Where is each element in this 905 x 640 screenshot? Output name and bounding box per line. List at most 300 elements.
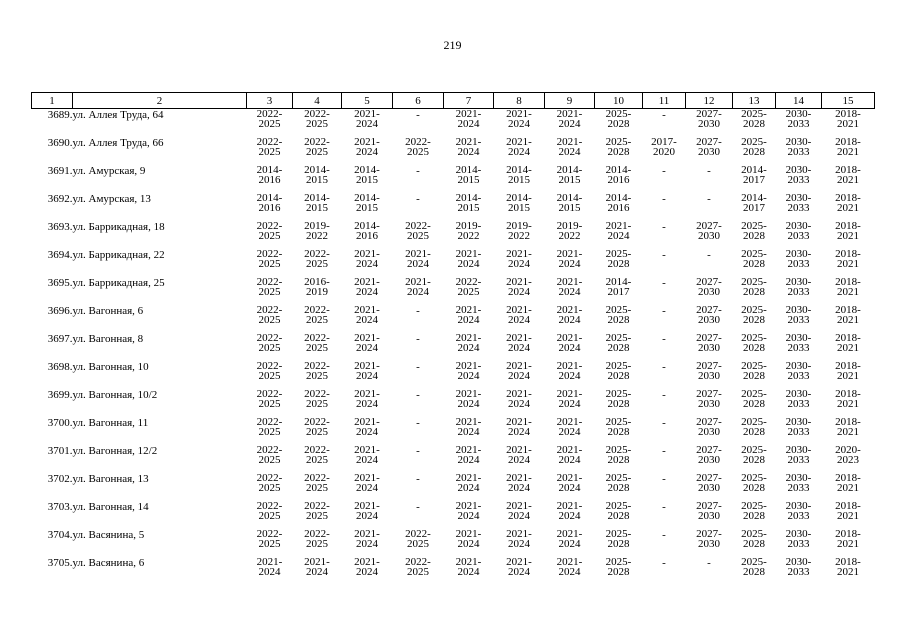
table-row <box>32 333 875 361</box>
period-end: 2028 <box>742 314 765 326</box>
period-cell <box>686 193 733 221</box>
period-end: 2033 <box>787 118 810 130</box>
period-end: 2024 <box>355 146 378 158</box>
period-end: 2015 <box>355 202 378 214</box>
period-cell <box>595 137 643 165</box>
period-cell <box>247 249 293 277</box>
period-cell <box>686 109 733 138</box>
period-end: 2033 <box>787 230 810 242</box>
period-cell <box>494 165 545 193</box>
period-cell <box>247 193 293 221</box>
period-end: 2024 <box>558 146 581 158</box>
period-end: 2028 <box>607 538 630 550</box>
period-cell <box>494 529 545 557</box>
period-value <box>456 277 482 297</box>
period-end: 2028 <box>742 454 765 466</box>
period-cell <box>247 221 293 249</box>
period-value <box>456 557 482 577</box>
period-cell <box>822 501 875 529</box>
period-value: - <box>662 361 666 373</box>
period-cell <box>494 361 545 389</box>
period-start: 2025- <box>741 360 767 372</box>
period-cell <box>393 305 444 333</box>
period-cell <box>545 473 595 501</box>
period-value <box>456 529 482 549</box>
period-end: 2024 <box>355 566 378 578</box>
period-end: 2022 <box>305 230 328 242</box>
period-cell <box>595 501 643 529</box>
period-value <box>257 137 283 157</box>
period-value <box>257 557 283 577</box>
period-cell <box>776 473 822 501</box>
period-end: 2022 <box>558 230 581 242</box>
period-value <box>606 165 632 185</box>
period-value <box>786 473 812 493</box>
period-cell <box>545 249 595 277</box>
address-cell: ул. Баррикадная, 25 <box>72 277 165 289</box>
period-start: 2021- <box>556 444 583 456</box>
period-cell <box>643 137 686 165</box>
period-end: 2015 <box>558 202 581 214</box>
period-start: 2030- <box>785 444 812 456</box>
period-value: - <box>662 473 666 485</box>
period-start: 2022- <box>256 416 283 428</box>
period-start: 2021- <box>455 360 482 372</box>
period-end: 2024 <box>457 146 480 158</box>
period-end: 2033 <box>787 146 810 158</box>
period-end: 2024 <box>507 258 530 270</box>
table-row <box>32 221 875 249</box>
period-start: 2021- <box>455 444 482 456</box>
period-value <box>606 501 632 521</box>
period-start: 2025- <box>605 136 632 148</box>
table-row <box>32 445 875 473</box>
period-cell <box>444 501 494 529</box>
period-end: 2015 <box>507 202 530 214</box>
period-start: 2021- <box>354 416 380 428</box>
period-value <box>304 557 330 577</box>
period-value <box>786 557 812 577</box>
period-value <box>257 305 283 325</box>
period-end: 2028 <box>742 566 765 578</box>
period-cell <box>686 221 733 249</box>
period-value <box>456 109 482 129</box>
period-value <box>557 529 583 549</box>
period-cell <box>686 277 733 305</box>
period-start: 2025- <box>605 360 632 372</box>
period-end: 2021 <box>836 426 859 438</box>
period-cell <box>444 165 494 193</box>
period-end: 2028 <box>742 286 765 298</box>
period-value <box>506 165 532 185</box>
period-end: 2024 <box>507 286 530 298</box>
period-cell <box>686 333 733 361</box>
period-start: 2021- <box>556 332 583 344</box>
period-cell <box>393 361 444 389</box>
period-value <box>557 109 583 129</box>
period-end: 2024 <box>457 398 480 410</box>
period-cell <box>393 221 444 249</box>
period-value <box>354 277 380 297</box>
period-value: - <box>416 361 420 373</box>
address-cell: ул. Аллея Труда, 66 <box>72 137 164 149</box>
period-value <box>354 249 380 269</box>
period-cell <box>293 109 342 138</box>
period-value <box>557 193 583 213</box>
period-end: 2024 <box>558 510 581 522</box>
period-value <box>506 193 532 213</box>
period-value <box>354 473 380 493</box>
period-end: 2017 <box>742 202 765 214</box>
period-value <box>741 389 767 409</box>
period-value <box>354 389 380 409</box>
period-value: - <box>416 417 420 429</box>
period-value <box>304 137 330 157</box>
period-value <box>257 501 283 521</box>
period-end: 2025 <box>258 398 281 410</box>
row-number: 3701. <box>47 445 73 457</box>
period-end: 2017 <box>607 286 630 298</box>
period-start: 2018- <box>835 528 861 540</box>
period-value <box>606 137 632 157</box>
period-cell <box>393 333 444 361</box>
period-start: 2025- <box>605 332 632 344</box>
period-value <box>786 361 812 381</box>
period-end: 2033 <box>787 286 810 298</box>
period-value <box>506 333 532 353</box>
period-value <box>257 249 283 269</box>
period-start: 2022- <box>304 332 330 344</box>
period-end: 2030 <box>697 426 720 438</box>
period-start: 2021- <box>455 136 482 148</box>
period-start: 2025- <box>741 500 767 512</box>
address-cell: ул. Баррикадная, 22 <box>72 249 165 261</box>
period-start: 2025- <box>605 388 632 400</box>
period-cell <box>293 305 342 333</box>
period-value <box>257 473 283 493</box>
period-value <box>506 109 532 129</box>
period-start: 2022- <box>455 276 482 288</box>
period-start: 2030- <box>785 164 812 176</box>
period-cell <box>686 473 733 501</box>
period-value <box>557 501 583 521</box>
period-cell <box>822 305 875 333</box>
period-cell <box>494 221 545 249</box>
period-start: 2021- <box>506 388 532 400</box>
period-value: - <box>416 109 420 121</box>
column-header: 15 <box>822 93 875 109</box>
period-cell <box>247 277 293 305</box>
row-number: 3698. <box>47 361 73 373</box>
period-cell <box>776 417 822 445</box>
period-value <box>835 109 861 129</box>
period-start: 2014- <box>354 192 380 204</box>
period-end: 2030 <box>697 118 720 130</box>
column-header: 4 <box>293 93 342 109</box>
period-cell <box>733 501 776 529</box>
period-start: 2021- <box>506 304 532 316</box>
period-end: 2016 <box>258 174 281 186</box>
period-cell <box>595 221 643 249</box>
address-cell: ул. Вагонная, 10/2 <box>72 389 158 401</box>
period-end: 2028 <box>742 118 765 130</box>
period-end: 2033 <box>787 538 810 550</box>
period-cell <box>342 137 393 165</box>
period-cell <box>444 557 494 585</box>
period-start: 2021- <box>354 444 380 456</box>
period-start: 2025- <box>605 248 632 260</box>
period-start: 2018- <box>835 472 861 484</box>
period-start: 2025- <box>741 472 767 484</box>
period-start: 2021- <box>354 556 380 568</box>
period-start: 2022- <box>256 444 283 456</box>
period-end: 2024 <box>406 286 429 298</box>
period-cell <box>545 529 595 557</box>
period-cell <box>247 165 293 193</box>
period-value <box>835 529 861 549</box>
period-value <box>835 277 861 297</box>
period-start: 2025- <box>605 304 632 316</box>
period-start: 2021- <box>556 556 583 568</box>
period-end: 2025 <box>406 566 429 578</box>
period-end: 2033 <box>787 342 810 354</box>
period-value: - <box>416 389 420 401</box>
period-cell <box>342 221 393 249</box>
period-value: - <box>416 193 420 205</box>
period-end: 2025 <box>258 538 281 550</box>
period-end: 2015 <box>457 202 480 214</box>
period-value <box>786 501 812 521</box>
period-cell <box>545 165 595 193</box>
period-cell <box>733 557 776 585</box>
period-value <box>741 221 767 241</box>
period-start: 2030- <box>785 500 812 512</box>
period-end: 2024 <box>457 566 480 578</box>
period-end: 2024 <box>355 342 378 354</box>
period-value <box>741 165 767 185</box>
period-cell <box>776 557 822 585</box>
column-header: 3 <box>247 93 293 109</box>
period-start: 2018- <box>835 304 861 316</box>
period-cell <box>342 417 393 445</box>
period-cell <box>494 193 545 221</box>
period-value: - <box>662 165 666 177</box>
period-cell <box>822 557 875 585</box>
period-end: 2028 <box>607 482 630 494</box>
period-start: 2022- <box>304 304 330 316</box>
period-end: 2024 <box>507 146 530 158</box>
period-end: 2025 <box>258 286 281 298</box>
period-start: 2025- <box>741 276 767 288</box>
period-end: 2025 <box>305 118 328 130</box>
period-start: 2014- <box>354 220 380 232</box>
period-cell <box>393 389 444 417</box>
period-start: 2018- <box>835 332 861 344</box>
period-cell <box>494 333 545 361</box>
period-start: 2021- <box>556 108 583 120</box>
period-cell <box>643 249 686 277</box>
period-cell <box>247 445 293 473</box>
period-cell <box>545 137 595 165</box>
period-cell <box>643 333 686 361</box>
period-cell <box>686 445 733 473</box>
period-cell <box>643 389 686 417</box>
period-value <box>835 361 861 381</box>
period-value <box>786 137 812 157</box>
period-end: 2024 <box>507 398 530 410</box>
period-value <box>741 249 767 269</box>
period-value <box>405 221 431 241</box>
period-cell <box>494 417 545 445</box>
period-end: 2028 <box>607 258 630 270</box>
period-end: 2025 <box>258 146 281 158</box>
period-end: 2024 <box>406 258 429 270</box>
period-end: 2033 <box>787 258 810 270</box>
period-cell <box>643 473 686 501</box>
period-value <box>835 305 861 325</box>
period-start: 2021- <box>506 332 532 344</box>
period-cell <box>643 221 686 249</box>
period-value: - <box>662 193 666 205</box>
period-cell <box>342 361 393 389</box>
column-header: 8 <box>494 93 545 109</box>
period-end: 2021 <box>836 146 859 158</box>
period-cell <box>595 333 643 361</box>
period-cell <box>595 529 643 557</box>
period-value <box>557 361 583 381</box>
period-value <box>835 333 861 353</box>
period-start: 2016- <box>304 276 330 288</box>
period-value <box>257 389 283 409</box>
period-value <box>354 333 380 353</box>
period-end: 2033 <box>787 398 810 410</box>
period-value <box>786 417 812 437</box>
period-value <box>606 417 632 437</box>
period-value <box>606 193 632 213</box>
period-end: 2030 <box>697 286 720 298</box>
period-value: - <box>662 305 666 317</box>
period-value <box>786 249 812 269</box>
table-row <box>32 165 875 193</box>
period-start: 2014- <box>741 192 767 204</box>
address-cell: ул. Вагонная, 6 <box>72 305 144 317</box>
period-cell <box>733 389 776 417</box>
period-cell <box>643 165 686 193</box>
period-start: 2021- <box>455 108 482 120</box>
period-start: 2018- <box>835 220 861 232</box>
period-start: 2014- <box>455 164 482 176</box>
period-value <box>557 389 583 409</box>
period-value <box>786 333 812 353</box>
period-value <box>506 137 532 157</box>
period-value <box>354 417 380 437</box>
period-end: 2025 <box>258 230 281 242</box>
period-start: 2019- <box>455 220 482 232</box>
period-cell <box>686 165 733 193</box>
period-value <box>257 333 283 353</box>
period-start: 2025- <box>741 332 767 344</box>
period-cell <box>733 473 776 501</box>
row-number: 3696. <box>47 305 73 317</box>
period-end: 2028 <box>607 566 630 578</box>
period-end: 2024 <box>457 454 480 466</box>
period-cell <box>247 389 293 417</box>
period-start: 2021- <box>354 388 380 400</box>
period-cell <box>342 557 393 585</box>
period-end: 2030 <box>697 146 720 158</box>
period-end: 2025 <box>258 482 281 494</box>
period-start: 2021- <box>556 248 583 260</box>
period-value <box>741 277 767 297</box>
period-cell <box>822 473 875 501</box>
period-start: 2021- <box>556 136 583 148</box>
period-end: 2028 <box>607 146 630 158</box>
period-end: 2025 <box>258 370 281 382</box>
period-end: 2024 <box>355 286 378 298</box>
period-value <box>354 109 380 129</box>
period-cell <box>494 277 545 305</box>
period-cell <box>342 501 393 529</box>
address-cell: ул. Вагонная, 8 <box>72 333 144 345</box>
period-value <box>741 557 767 577</box>
period-end: 2024 <box>507 566 530 578</box>
period-cell <box>247 361 293 389</box>
period-value <box>835 165 861 185</box>
period-end: 2033 <box>787 314 810 326</box>
period-end: 2022 <box>507 230 530 242</box>
period-value <box>786 221 812 241</box>
period-value <box>741 333 767 353</box>
period-cell <box>776 501 822 529</box>
row-number: 3695. <box>47 277 73 289</box>
column-header: 5 <box>342 93 393 109</box>
period-value: - <box>416 165 420 177</box>
period-value <box>606 529 632 549</box>
period-value <box>304 417 330 437</box>
period-cell <box>293 249 342 277</box>
period-end: 2015 <box>355 174 378 186</box>
period-value <box>304 193 330 213</box>
period-start: 2025- <box>741 528 767 540</box>
period-value <box>606 221 632 241</box>
period-end: 2024 <box>355 426 378 438</box>
period-end: 2024 <box>507 342 530 354</box>
period-value <box>786 165 812 185</box>
period-value: - <box>662 389 666 401</box>
period-start: 2022- <box>405 136 431 148</box>
period-start: 2014- <box>354 164 380 176</box>
period-end: 2025 <box>258 454 281 466</box>
period-end: 2024 <box>457 370 480 382</box>
period-end: 2028 <box>607 398 630 410</box>
period-value <box>456 137 482 157</box>
column-header: 13 <box>733 93 776 109</box>
period-value <box>696 221 722 241</box>
period-value <box>456 501 482 521</box>
period-start: 2025- <box>741 136 767 148</box>
period-cell <box>545 445 595 473</box>
period-start: 2018- <box>835 556 861 568</box>
period-value <box>741 361 767 381</box>
period-value <box>606 333 632 353</box>
period-value <box>506 361 532 381</box>
period-end: 2024 <box>355 370 378 382</box>
period-cell <box>595 389 643 417</box>
period-start: 2022- <box>304 416 330 428</box>
period-value <box>696 529 722 549</box>
period-cell <box>545 193 595 221</box>
period-cell <box>822 389 875 417</box>
